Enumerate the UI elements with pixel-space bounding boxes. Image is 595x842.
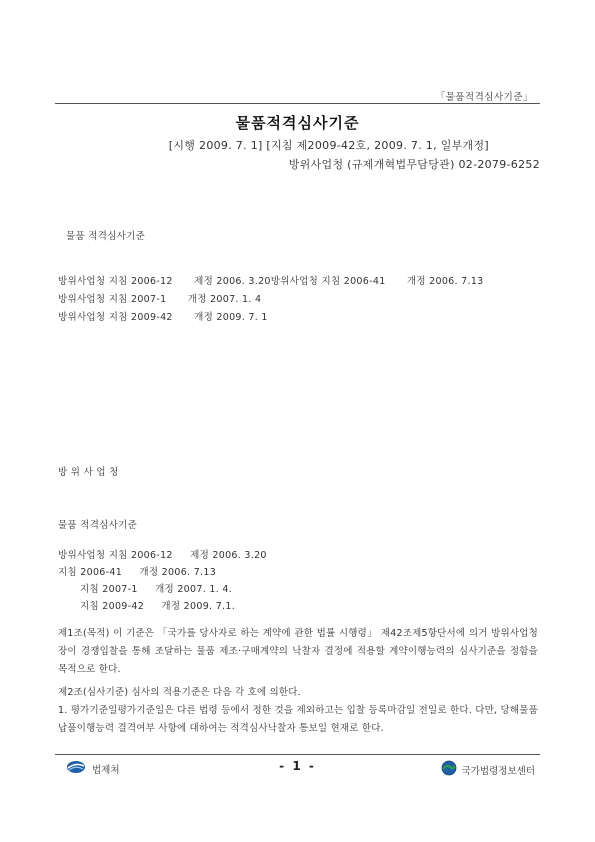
footer-divider: [55, 754, 540, 755]
footer-right-label: 국가법령정보센터: [461, 765, 535, 777]
law-center-logo-icon: [441, 760, 457, 779]
history-action: 개정 2006. 7.13: [406, 276, 484, 287]
history-action: 개정 2009. 7. 1: [194, 312, 268, 323]
history-row: [80, 598, 235, 612]
page-title: 물품적격심사기준: [235, 114, 360, 132]
history-code: 지침 2006-41: [58, 567, 123, 578]
history-code: 방위사업청 지침 2006-12: [58, 276, 173, 287]
section2-heading: 물품 적격심사기준: [58, 520, 138, 531]
article-1: 제1조(목적) 이 기준은 「국가를 당사자로 하는 계약에 관한 법률 시행령」 제42조제5항단서에 의거 방위사업청장이 경쟁입찰을 통해 조달하는 물품 제조·구매계약의 낙찰자 결정에 적용할 계약이행능력의 심사기준을 정함을 목적으로 한다.: [58, 628, 538, 675]
history-code: 방위사업청 지침 2006-12: [58, 550, 173, 561]
history-code: 지침 2009-42: [80, 601, 145, 612]
history-code: 방위사업청 지침 2006-41: [270, 276, 386, 287]
history-row: [58, 309, 268, 323]
history-code: 지침 2007-1: [80, 584, 138, 595]
history-row: [58, 291, 261, 305]
footer-right: [441, 760, 535, 779]
footer-left-label: 법제처: [92, 764, 120, 776]
history-code: 방위사업청 지침 2009-42: [58, 312, 173, 323]
history-action: 개정 2006. 7.13: [139, 567, 217, 578]
history-row: [58, 547, 267, 561]
history-action: 개정 2007. 1. 4.: [155, 584, 233, 595]
section1-heading: 물품 적격심사기준: [66, 231, 146, 242]
enforcement-info: [시행 2009. 7. 1] [지침 제2009-42호, 2009. 7. 1, 일부개정]: [168, 139, 489, 152]
header-tag: 「물품적격심사기준」: [435, 92, 533, 103]
agency-name: 방 위 사 업 청: [58, 467, 119, 478]
agency-contact: 방위사업청 (규제개혁법무담당관) 02-2079-6252: [288, 158, 540, 171]
page-number: - 1 -: [279, 759, 316, 773]
header-divider: [55, 103, 540, 104]
history-row: [80, 581, 232, 595]
history-row: [58, 564, 216, 578]
history-row: [58, 273, 484, 287]
history-action: 제정 2006. 3.20: [194, 276, 271, 287]
history-code: 방위사업청 지침 2007-1: [58, 294, 167, 305]
history-action: 개정 2009. 7.1.: [161, 601, 236, 612]
article-2-item-1: 1. 평가기준일평가기준일은 다른 법령 등에서 정한 것을 제외하고는 입찰 등록마감일 전일로 한다. 다만, 당해물품 납품이행능력 결격여부 사항에 대하여는 적격심사낙찰자 통보일 현재로 한다.: [58, 705, 538, 734]
history-action: 개정 2007. 1. 4: [187, 294, 262, 305]
article-2-heading: 제2조(심사기준) 심사의 적용기준은 다음 각 호에 의한다.: [58, 687, 301, 698]
history-action: 제정 2006. 3.20: [190, 550, 267, 561]
